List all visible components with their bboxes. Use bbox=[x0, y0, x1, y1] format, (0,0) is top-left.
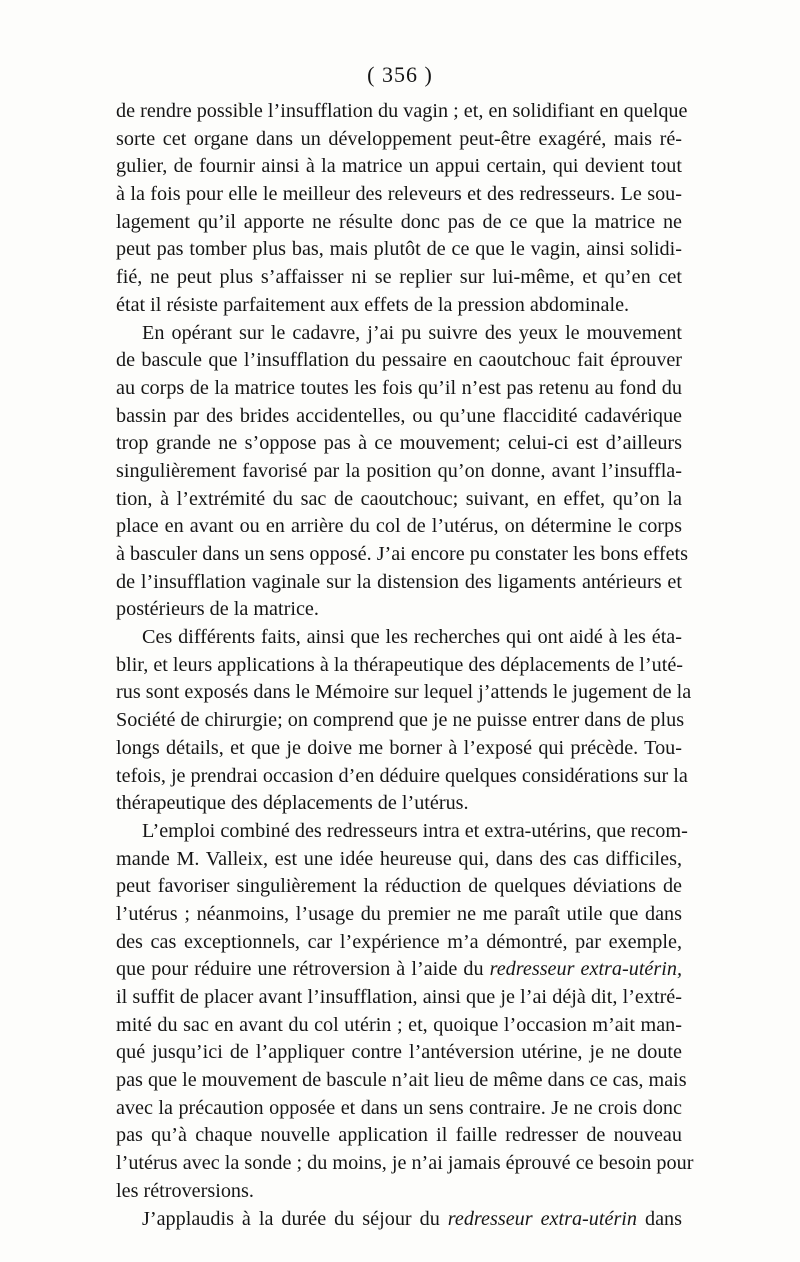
text-line-content: gulier, de fournir ainsi à la matrice un appui certain, qui devient tout bbox=[116, 155, 682, 178]
text-line bbox=[116, 901, 682, 929]
text-line bbox=[116, 569, 682, 597]
text-line-content: il suffit de placer avant l’insufflation, ainsi que je l’ai déjà dit, l’extré- bbox=[116, 986, 682, 1008]
text-line-content: bassin par des brides accidentelles, ou qu’une flaccidité cadavérique bbox=[116, 404, 682, 427]
text-line-content: postérieurs de la matrice. bbox=[116, 598, 319, 621]
text-line-content: au corps de la matrice toutes les fois qu’il n’est pas retenu au fond du bbox=[116, 376, 682, 399]
text-line bbox=[116, 1206, 682, 1234]
text-line bbox=[116, 153, 682, 181]
text-line bbox=[116, 375, 682, 403]
text-line bbox=[116, 347, 682, 375]
text-line-content: Ces différents faits, ainsi que les recherches qui ont aidé à les éta- bbox=[142, 626, 682, 649]
text-line-content: à basculer dans un sens opposé. J’ai encore pu constater les bons effets bbox=[116, 543, 688, 565]
text-line-content: pas qu’à chaque nouvelle application il faille redresser de nouveau bbox=[116, 1124, 682, 1147]
text-line-content: pas que le mouvement de bascule n’ait lieu de même dans ce cas, mais bbox=[116, 1069, 687, 1092]
text-line-content: l’utérus ; néanmoins, l’usage du premier ne me paraît utile que dans bbox=[116, 902, 682, 925]
text-line-content: de rendre possible l’insufflation du vagin ; et, en solidifiant en quelque bbox=[116, 100, 688, 122]
text-line-content: J’applaudis à la durée du séjour du bbox=[142, 1207, 448, 1230]
text-line bbox=[116, 790, 682, 818]
text-line bbox=[116, 541, 688, 569]
text-line bbox=[116, 984, 682, 1012]
text-line bbox=[116, 1012, 682, 1040]
text-line bbox=[116, 1039, 682, 1067]
text-line-content: fié, ne peut plus s’affaisser ni se replier sur lui-même, et qu’en cet bbox=[116, 266, 682, 289]
text-line bbox=[116, 98, 688, 126]
text-line bbox=[116, 652, 682, 680]
text-line-content: avec la précaution opposée et dans un sens contraire. Je ne crois donc bbox=[116, 1096, 682, 1119]
text-line bbox=[116, 735, 682, 763]
text-line-content: rus sont exposés dans le Mémoire sur lequel j’attends le jugement de la bbox=[116, 681, 692, 704]
text-line bbox=[116, 126, 682, 154]
text-line bbox=[116, 1150, 694, 1178]
italic-term: redresseur extra-utérin, bbox=[489, 958, 682, 981]
text-line-content: peut pas tomber plus bas, mais plutôt de ce que le vagin, ainsi solidi- bbox=[116, 238, 682, 261]
text-line bbox=[116, 181, 682, 209]
text-line bbox=[116, 292, 682, 320]
text-line-content: qué jusqu’ici de l’appliquer contre l’antéversion utérine, je ne doute bbox=[116, 1041, 682, 1064]
text-line-content: Société de chirurgie; on comprend que je ne puisse entrer dans de plus bbox=[116, 709, 685, 732]
text-line-tail: dans bbox=[637, 1207, 682, 1230]
text-line-content: mande M. Valleix, est une idée heureuse qui, dans des cas difficiles, bbox=[116, 847, 682, 870]
text-line-content: thérapeutique des déplacements de l’utérus. bbox=[116, 792, 469, 815]
text-line bbox=[116, 1178, 682, 1206]
text-line bbox=[116, 1095, 682, 1123]
text-line bbox=[116, 403, 682, 431]
text-line-content: trop grande ne s’oppose pas à ce mouvement; celui-ci est d’ailleurs bbox=[116, 432, 682, 455]
page-number: ( 356 ) bbox=[367, 62, 433, 87]
text-line bbox=[116, 763, 688, 791]
text-line bbox=[116, 873, 682, 901]
text-line-content: En opérant sur le cadavre, j’ai pu suivre des yeux le mouvement bbox=[142, 321, 682, 344]
text-line-content: L’emploi combiné des redresseurs intra et extra-utérins, que recom- bbox=[142, 819, 688, 842]
text-line-content: blir, et leurs applications à la thérapeutique des déplacements de l’uté- bbox=[116, 653, 684, 676]
text-line-content: place en avant ou en arrière du col de l’utérus, on détermine le corps bbox=[116, 515, 682, 538]
text-line-content: des cas exceptionnels, car l’expérience m’a démontré, par exemple, bbox=[116, 930, 682, 953]
text-line bbox=[116, 486, 682, 514]
text-line-content: de l’insufflation vaginale sur la distension des ligaments antérieurs et bbox=[116, 570, 682, 593]
text-line bbox=[116, 430, 682, 458]
text-line bbox=[116, 707, 685, 735]
text-line bbox=[116, 624, 682, 652]
text-line-content: lagement qu’il apporte ne résulte donc pas de ce que la matrice ne bbox=[116, 210, 682, 233]
text-line bbox=[116, 956, 682, 984]
text-line-content: de bascule que l’insufflation du pessaire en caoutchouc fait éprouver bbox=[116, 349, 682, 372]
text-line-content: singulièrement favorisé par la position qu’on donne, avant l’insuffla- bbox=[116, 459, 682, 482]
text-line-content: longs détails, et que je doive me borner à l’exposé qui précède. Tou- bbox=[116, 736, 682, 759]
text-line-content: l’utérus avec la sonde ; du moins, je n’ai jamais éprouvé ce besoin pour bbox=[116, 1152, 694, 1175]
body-text bbox=[116, 98, 694, 1233]
text-line-content: les rétroversions. bbox=[116, 1179, 254, 1202]
text-line bbox=[116, 818, 688, 846]
italic-term: redresseur extra-utérin bbox=[447, 1207, 638, 1230]
text-line-content: peut favoriser singulièrement la réduction de quelques déviations de bbox=[116, 875, 682, 898]
text-line-content: à la fois pour elle le meilleur des releveurs et des redresseurs. Le sou- bbox=[116, 183, 682, 206]
text-line bbox=[116, 596, 682, 624]
text-line bbox=[116, 513, 682, 541]
text-line-content: sorte cet organe dans un développement peut-être exagéré, mais ré- bbox=[116, 127, 682, 150]
text-line bbox=[116, 458, 682, 486]
text-line bbox=[116, 846, 682, 874]
text-line bbox=[116, 1122, 682, 1150]
text-line-content: état il résiste parfaitement aux effets de la pression abdominale. bbox=[116, 293, 630, 316]
text-line bbox=[116, 264, 682, 292]
text-line bbox=[116, 209, 682, 237]
text-line-content: tion, à l’extrémité du sac de caoutchouc; suivant, en effet, qu’on la bbox=[116, 487, 682, 510]
text-line-content: que pour réduire une rétroversion à l’aide du bbox=[116, 958, 490, 981]
text-line bbox=[116, 929, 682, 957]
text-line-content: mité du sac en avant du col utérin ; et, quoique l’occasion m’ait man- bbox=[116, 1013, 682, 1036]
text-line bbox=[116, 679, 692, 707]
text-line-content: tefois, je prendrai occasion d’en déduire quelques considérations sur la bbox=[116, 764, 688, 787]
text-line bbox=[116, 320, 682, 348]
text-line bbox=[116, 236, 682, 264]
text-line bbox=[116, 1067, 687, 1095]
